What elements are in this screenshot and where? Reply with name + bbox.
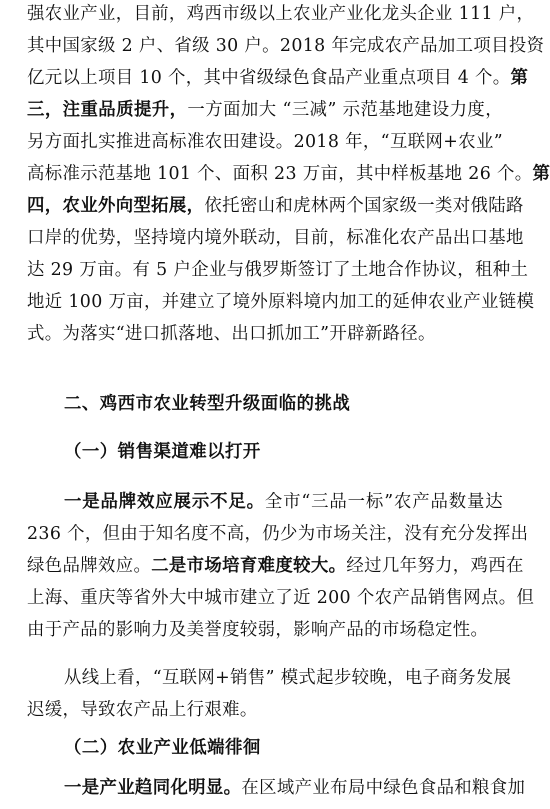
text-line	[64, 490, 503, 514]
text-run: 一方面加大 “三减” 示范基地建设力度，	[187, 100, 504, 120]
text-line	[27, 98, 503, 122]
text-line: 其中国家级 2 户、省级 30 户。2018 年完成农产品加工项目投资	[27, 36, 545, 56]
bold-run: 三，注重品质提升，	[27, 100, 188, 120]
text-line: 另方面扎实推进高标准农田建设。2018 年，“互联网+农业”	[27, 132, 503, 152]
text-line	[64, 776, 526, 800]
text-line	[27, 66, 529, 90]
bold-run: 一是品牌效应展示不足。	[64, 492, 265, 512]
text-line: 由于产品的影响力及美誉度较弱，影响产品的市场稳定性。	[27, 620, 489, 640]
section-heading: 二、鸡西市农业转型升级面临的挑战	[64, 394, 351, 414]
bold-run: 第	[532, 164, 550, 184]
text-line	[27, 554, 524, 578]
text-line: 上海、重庆等省外大中城市建立了近 200 个农产品销售网点。但	[27, 588, 535, 608]
text-line: 强农业产业，目前，鸡西市级以上农业产业化龙头企业 111 户，	[27, 4, 535, 24]
bold-run: 第	[510, 68, 529, 88]
text-line: 迟缓，导致农产品上行艰难。	[27, 700, 258, 720]
text-line: 达 29 万亩。有 5 户企业与俄罗斯签订了土地合作协议，租种土	[27, 260, 529, 280]
text-line	[27, 194, 524, 218]
text-run: 亿元以上项目 10 个，其中省级绿色食品产业重点项目 4 个。	[27, 68, 511, 88]
bold-run: 四，农业外向型拓展，	[27, 196, 205, 216]
text-run: 依托密山和虎林两个国家级一类对俄陆路	[204, 196, 524, 216]
subsection-heading: （二）农业产业低端徘徊	[64, 738, 261, 758]
text-line: 从线上看，“互联网+销售” 模式起步较晚，电子商务发展	[64, 668, 512, 688]
text-line: 式。为落实“进口抓落地、出口抓加工”开辟新路径。	[27, 324, 436, 344]
text-run: 在区域产业布局中绿色食品和粮食加	[241, 778, 526, 798]
text-line	[27, 162, 550, 186]
text-line: 口岸的优势，坚持境内境外联动，目前，标准化农产品出口基地	[27, 228, 524, 248]
text-run: 绿色品牌效应。	[27, 556, 152, 576]
text-line: 236 个，但由于知名度不高，仍少为市场关注，没有充分发挥出	[27, 524, 529, 544]
text-run: 经过几年努力，鸡西在	[346, 556, 524, 576]
text-line: 地近 100 万亩，并建立了境外原料境内加工的延伸农业产业链模	[27, 292, 535, 312]
bold-run: 一是产业趋同化明显。	[64, 778, 242, 798]
text-run: 全市“三品一标”农产品数量达	[264, 492, 503, 512]
bold-run: 二是市场培育难度较大。	[151, 556, 347, 576]
subsection-heading: （一）销售渠道难以打开	[64, 442, 261, 462]
text-run: 高标准示范基地 101 个、面积 23 万亩，其中样板基地 26 个。	[27, 164, 533, 184]
